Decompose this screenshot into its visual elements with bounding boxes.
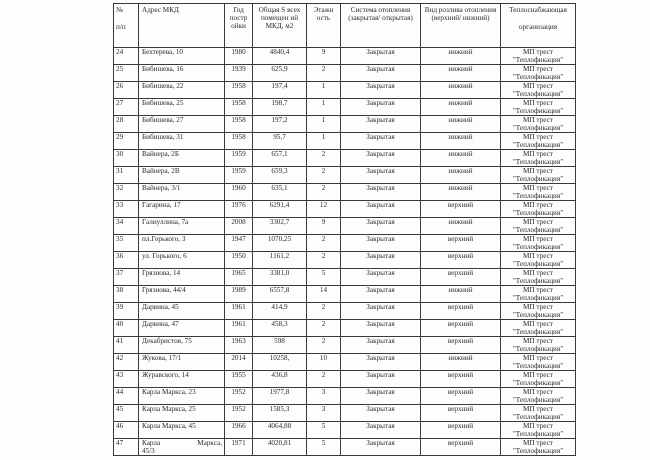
- cell-floors: 2: [307, 167, 341, 184]
- cell-area: 1161,2: [253, 252, 307, 269]
- cell-heat-supply-org: [501, 337, 576, 354]
- cell-year: 1961: [225, 303, 253, 320]
- cell-floors: 2: [307, 184, 341, 201]
- cell-year: 1958: [225, 82, 253, 99]
- cell-year: 1952: [225, 388, 253, 405]
- cell-area: 197,4: [253, 82, 307, 99]
- cell-number: 44: [114, 388, 139, 405]
- table-row: [114, 371, 576, 388]
- cell-org-line1: МП трест: [523, 422, 553, 430]
- cell-address: Дарвина, 47: [139, 320, 225, 337]
- cell-distribution-type: верхний: [421, 320, 501, 337]
- cell-floors: 1: [307, 99, 341, 116]
- cell-org-line1: МП трест: [523, 303, 553, 311]
- cell-address: [139, 439, 225, 456]
- cell-distribution-type: нижний: [421, 99, 501, 116]
- cell-heat-supply-org: [501, 218, 576, 235]
- cell-heating-system: Закрытая: [341, 354, 421, 371]
- cell-area: 3302,7: [253, 218, 307, 235]
- cell-year: 1963: [225, 337, 253, 354]
- cell-distribution-type: верхний: [421, 269, 501, 286]
- table-row: [114, 337, 576, 354]
- cell-area: 1977,8: [253, 388, 307, 405]
- cell-org-line1: МП трест: [523, 337, 553, 345]
- cell-heat-supply-org: [501, 286, 576, 303]
- cell-area: 1585,3: [253, 405, 307, 422]
- cell-area: 598: [253, 337, 307, 354]
- table-header-row: [114, 4, 576, 48]
- cell-floors: 2: [307, 252, 341, 269]
- cell-number: 29: [114, 133, 139, 150]
- cell-area: 414,9: [253, 303, 307, 320]
- cell-heating-system: Закрытая: [341, 422, 421, 439]
- cell-floors: 2: [307, 150, 341, 167]
- cell-heating-system: Закрытая: [341, 320, 421, 337]
- cell-distribution-type: нижний: [421, 48, 501, 65]
- cell-heating-system: Закрытая: [341, 303, 421, 320]
- cell-address: Карла Маркса, 23: [139, 388, 225, 405]
- cell-org-line2: "Теплофикация": [512, 430, 564, 438]
- header-address: Адрес МКД: [139, 4, 225, 48]
- cell-distribution-type: нижний: [421, 167, 501, 184]
- cell-heating-system: Закрытая: [341, 269, 421, 286]
- cell-number: 35: [114, 235, 139, 252]
- table-row: [114, 133, 576, 150]
- cell-distribution-type: верхний: [421, 235, 501, 252]
- cell-org-line2: "Теплофикация": [512, 277, 564, 285]
- cell-floors: 12: [307, 201, 341, 218]
- cell-address: Декабристов, 75: [139, 337, 225, 354]
- cell-org-line2: "Теплофикация": [512, 362, 564, 370]
- cell-year: 1958: [225, 133, 253, 150]
- cell-heat-supply-org: [501, 201, 576, 218]
- cell-year: 1950: [225, 252, 253, 269]
- cell-area: 10258,: [253, 354, 307, 371]
- cell-org-line2: "Теплофикация": [512, 243, 564, 251]
- cell-address: Жукова, 17/1: [139, 354, 225, 371]
- cell-number: 31: [114, 167, 139, 184]
- cell-floors: 2: [307, 371, 341, 388]
- cell-address-part: Маркса,: [197, 439, 222, 447]
- cell-number: 36: [114, 252, 139, 269]
- cell-org-line1: МП трест: [523, 405, 553, 413]
- header-area: Общая S всех помещен ий МКД, м2: [253, 4, 307, 48]
- table-row: [114, 235, 576, 252]
- cell-distribution-type: верхний: [421, 388, 501, 405]
- cell-address-part: Карла: [142, 439, 161, 447]
- cell-year: 1959: [225, 167, 253, 184]
- cell-heating-system: Закрытая: [341, 388, 421, 405]
- cell-heat-supply-org: [501, 65, 576, 82]
- cell-address: Грязнова, 14: [139, 269, 225, 286]
- header-number: [114, 4, 139, 48]
- cell-number: 34: [114, 218, 139, 235]
- cell-distribution-type: нижний: [421, 354, 501, 371]
- table-body: [114, 48, 576, 456]
- cell-year: 1966: [225, 422, 253, 439]
- cell-number: 33: [114, 201, 139, 218]
- cell-area: 4020,81: [253, 439, 307, 456]
- cell-floors: 1: [307, 116, 341, 133]
- cell-year: 1980: [225, 48, 253, 65]
- table-row: [114, 48, 576, 65]
- cell-address: Дарвина, 45: [139, 303, 225, 320]
- cell-year: 1976: [225, 201, 253, 218]
- cell-address: Вайнера, 2Б: [139, 150, 225, 167]
- cell-year: 1955: [225, 371, 253, 388]
- header-org-line2: организация: [518, 23, 558, 31]
- cell-floors: 1: [307, 82, 341, 99]
- cell-address: Бибишева, 31: [139, 133, 225, 150]
- cell-heat-supply-org: [501, 48, 576, 65]
- cell-area: 4064,88: [253, 422, 307, 439]
- cell-org-line1: МП трест: [523, 286, 553, 294]
- cell-heating-system: Закрытая: [341, 99, 421, 116]
- cell-heating-system: Закрытая: [341, 235, 421, 252]
- cell-area: 1070,25: [253, 235, 307, 252]
- header-year: Год постр ойки: [225, 4, 253, 48]
- header-heat-supply-org: [501, 4, 576, 48]
- cell-year: 2014: [225, 354, 253, 371]
- cell-distribution-type: нижний: [421, 150, 501, 167]
- cell-area: 657,1: [253, 150, 307, 167]
- header-org-line1: Теплоснабжающая: [509, 6, 567, 14]
- cell-area: 197,2: [253, 116, 307, 133]
- cell-heat-supply-org: [501, 269, 576, 286]
- cell-year: 1947: [225, 235, 253, 252]
- cell-area: 436,8: [253, 371, 307, 388]
- table-row: [114, 388, 576, 405]
- cell-org-line1: МП трест: [523, 218, 553, 226]
- cell-heating-system: Закрытая: [341, 201, 421, 218]
- table-row: [114, 65, 576, 82]
- cell-address: Вайнера, 2В: [139, 167, 225, 184]
- cell-area: 198,7: [253, 99, 307, 116]
- cell-org-line2: "Теплофикация": [512, 107, 564, 115]
- cell-org-line1: МП трест: [523, 439, 553, 447]
- cell-distribution-type: верхний: [421, 201, 501, 218]
- cell-org-line2: "Теплофикация": [512, 209, 564, 217]
- table-row: [114, 422, 576, 439]
- cell-number: 27: [114, 99, 139, 116]
- cell-org-line2: "Теплофикация": [512, 56, 564, 64]
- table-row: [114, 252, 576, 269]
- cell-area: 625,9: [253, 65, 307, 82]
- cell-heating-system: Закрытая: [341, 167, 421, 184]
- cell-heating-system: Закрытая: [341, 439, 421, 456]
- cell-floors: 14: [307, 286, 341, 303]
- cell-number: 25: [114, 65, 139, 82]
- cell-distribution-type: нижний: [421, 286, 501, 303]
- cell-address: Карла Маркса, 45: [139, 422, 225, 439]
- cell-heat-supply-org: [501, 116, 576, 133]
- cell-org-line1: МП трест: [523, 320, 553, 328]
- table-row: [114, 218, 576, 235]
- cell-org-line2: "Теплофикация": [512, 141, 564, 149]
- cell-heat-supply-org: [501, 99, 576, 116]
- cell-floors: 1: [307, 133, 341, 150]
- cell-org-line2: "Теплофикация": [512, 328, 564, 336]
- cell-floors: 5: [307, 422, 341, 439]
- cell-distribution-type: верхний: [421, 337, 501, 354]
- table-row: [114, 167, 576, 184]
- cell-org-line1: МП трест: [523, 150, 553, 158]
- cell-address: Карла Маркса, 25: [139, 405, 225, 422]
- cell-number: 24: [114, 48, 139, 65]
- cell-org-line1: МП трест: [523, 201, 553, 209]
- table-row: [114, 405, 576, 422]
- cell-area: 3381,0: [253, 269, 307, 286]
- cell-heat-supply-org: [501, 439, 576, 456]
- cell-area: 95,7: [253, 133, 307, 150]
- cell-org-line2: "Теплофикация": [512, 311, 564, 319]
- cell-heating-system: Закрытая: [341, 48, 421, 65]
- cell-org-line2: "Теплофикация": [512, 294, 564, 302]
- cell-number: 26: [114, 82, 139, 99]
- cell-heating-system: Закрытая: [341, 82, 421, 99]
- table-row: [114, 99, 576, 116]
- cell-org-line2: "Теплофикация": [512, 175, 564, 183]
- cell-year: 1965: [225, 269, 253, 286]
- cell-floors: 10: [307, 354, 341, 371]
- cell-org-line2: "Теплофикация": [512, 158, 564, 166]
- cell-org-line1: МП трест: [523, 184, 553, 192]
- cell-org-line2: "Теплофикация": [512, 192, 564, 200]
- cell-heat-supply-org: [501, 371, 576, 388]
- table-row: [114, 320, 576, 337]
- table-row: [114, 286, 576, 303]
- cell-heat-supply-org: [501, 320, 576, 337]
- cell-org-line1: МП трест: [523, 167, 553, 175]
- cell-org-line2: "Теплофикация": [512, 413, 564, 421]
- cell-org-line1: МП трест: [523, 116, 553, 124]
- cell-heating-system: Закрытая: [341, 65, 421, 82]
- cell-distribution-type: верхний: [421, 405, 501, 422]
- cell-org-line1: МП трест: [523, 48, 553, 56]
- cell-heating-system: Закрытая: [341, 286, 421, 303]
- cell-org-line1: МП трест: [523, 269, 553, 277]
- cell-distribution-type: нижний: [421, 65, 501, 82]
- cell-address: Бибишева, 27: [139, 116, 225, 133]
- cell-org-line1: МП трест: [523, 133, 553, 141]
- cell-org-line2: "Теплофикация": [512, 90, 564, 98]
- cell-heat-supply-org: [501, 354, 576, 371]
- cell-heat-supply-org: [501, 133, 576, 150]
- table-row: [114, 439, 576, 456]
- cell-org-line2: "Теплофикация": [512, 447, 564, 455]
- cell-year: 1961: [225, 320, 253, 337]
- cell-org-line1: МП трест: [523, 371, 553, 379]
- cell-area: 6557,8: [253, 286, 307, 303]
- cell-number: 40: [114, 320, 139, 337]
- cell-address: Бибишева, 22: [139, 82, 225, 99]
- cell-org-line1: МП трест: [523, 82, 553, 90]
- cell-org-line2: "Теплофикация": [512, 124, 564, 132]
- cell-heating-system: Закрытая: [341, 252, 421, 269]
- cell-number: 30: [114, 150, 139, 167]
- cell-number: 47: [114, 439, 139, 456]
- cell-heating-system: Закрытая: [341, 133, 421, 150]
- cell-year: 1958: [225, 116, 253, 133]
- cell-distribution-type: нижний: [421, 218, 501, 235]
- cell-org-line2: "Теплофикация": [512, 226, 564, 234]
- cell-year: 1989: [225, 286, 253, 303]
- cell-distribution-type: верхний: [421, 439, 501, 456]
- cell-org-line2: "Теплофикация": [512, 73, 564, 81]
- cell-distribution-type: нижний: [421, 116, 501, 133]
- table-row: [114, 303, 576, 320]
- cell-address: Галиуллина, 7а: [139, 218, 225, 235]
- cell-floors: 3: [307, 405, 341, 422]
- cell-floors: 2: [307, 235, 341, 252]
- cell-heat-supply-org: [501, 252, 576, 269]
- cell-area: 6291,4: [253, 201, 307, 218]
- cell-heating-system: Закрытая: [341, 116, 421, 133]
- cell-address: ул. Горького, 6: [139, 252, 225, 269]
- cell-year: 1952: [225, 405, 253, 422]
- cell-org-line1: МП трест: [523, 65, 553, 73]
- cell-area: 4840,4: [253, 48, 307, 65]
- cell-address: Бибишева, 25: [139, 99, 225, 116]
- cell-heat-supply-org: [501, 388, 576, 405]
- cell-number: 45: [114, 405, 139, 422]
- cell-year: 1960: [225, 184, 253, 201]
- cell-distribution-type: нижний: [421, 133, 501, 150]
- table-row: [114, 150, 576, 167]
- cell-address: Гагарина, 17: [139, 201, 225, 218]
- cell-number: 46: [114, 422, 139, 439]
- cell-heating-system: Закрытая: [341, 337, 421, 354]
- header-heating-system: Система отопления (закрытая/ открытая): [341, 4, 421, 48]
- cell-distribution-type: верхний: [421, 252, 501, 269]
- cell-heating-system: Закрытая: [341, 371, 421, 388]
- cell-heat-supply-org: [501, 303, 576, 320]
- cell-number: 43: [114, 371, 139, 388]
- cell-heat-supply-org: [501, 235, 576, 252]
- cell-distribution-type: нижний: [421, 184, 501, 201]
- cell-year: 2008: [225, 218, 253, 235]
- cell-floors: 2: [307, 303, 341, 320]
- cell-heat-supply-org: [501, 184, 576, 201]
- table-row: [114, 82, 576, 99]
- cell-floors: 9: [307, 218, 341, 235]
- cell-address: Бехтерева, 10: [139, 48, 225, 65]
- cell-address: Журавского, 14: [139, 371, 225, 388]
- cell-heat-supply-org: [501, 422, 576, 439]
- cell-floors: 2: [307, 320, 341, 337]
- cell-number: 42: [114, 354, 139, 371]
- cell-number: 37: [114, 269, 139, 286]
- cell-year: 1958: [225, 99, 253, 116]
- table-row: [114, 269, 576, 286]
- cell-heating-system: Закрытая: [341, 184, 421, 201]
- cell-heat-supply-org: [501, 167, 576, 184]
- cell-area: 659,3: [253, 167, 307, 184]
- cell-org-line1: МП трест: [523, 388, 553, 396]
- cell-floors: 5: [307, 269, 341, 286]
- cell-address-part: 45/3: [142, 447, 155, 455]
- cell-number: 41: [114, 337, 139, 354]
- cell-distribution-type: верхний: [421, 303, 501, 320]
- cell-floors: 9: [307, 48, 341, 65]
- cell-floors: 2: [307, 337, 341, 354]
- table-row: [114, 116, 576, 133]
- cell-distribution-type: верхний: [421, 422, 501, 439]
- cell-org-line1: МП трест: [523, 99, 553, 107]
- cell-heating-system: Закрытая: [341, 218, 421, 235]
- cell-number: 28: [114, 116, 139, 133]
- cell-year: 1939: [225, 65, 253, 82]
- cell-heat-supply-org: [501, 150, 576, 167]
- cell-org-line1: МП трест: [523, 235, 553, 243]
- cell-org-line1: МП трест: [523, 354, 553, 362]
- cell-heating-system: Закрытая: [341, 150, 421, 167]
- cell-floors: 3: [307, 388, 341, 405]
- cell-address: Грязнова, 44/4: [139, 286, 225, 303]
- cell-address: пл.Горького, 3: [139, 235, 225, 252]
- header-number-symbol: №: [116, 6, 123, 14]
- cell-heat-supply-org: [501, 82, 576, 99]
- cell-heating-system: Закрытая: [341, 405, 421, 422]
- cell-area: 458,3: [253, 320, 307, 337]
- cell-year: 1959: [225, 150, 253, 167]
- cell-number: 38: [114, 286, 139, 303]
- cell-org-line1: МП трест: [523, 252, 553, 260]
- cell-org-line2: "Теплофикация": [512, 379, 564, 387]
- apartment-buildings-table: [113, 3, 576, 456]
- cell-address: Бибишева, 16: [139, 65, 225, 82]
- table-row: [114, 354, 576, 371]
- cell-year: 1971: [225, 439, 253, 456]
- cell-number: 39: [114, 303, 139, 320]
- header-floors: Этажн ость: [307, 4, 341, 48]
- cell-number: 32: [114, 184, 139, 201]
- cell-floors: 5: [307, 439, 341, 456]
- header-distribution-type: Вид розлива отопления (верхний/ нижний): [421, 4, 501, 48]
- cell-heat-supply-org: [501, 405, 576, 422]
- header-number-abbr: п/п: [116, 23, 126, 31]
- table-row: [114, 201, 576, 218]
- cell-org-line2: "Теплофикация": [512, 260, 564, 268]
- cell-floors: 2: [307, 65, 341, 82]
- cell-area: 635,1: [253, 184, 307, 201]
- cell-distribution-type: нижний: [421, 82, 501, 99]
- cell-org-line2: "Теплофикация": [512, 345, 564, 353]
- cell-distribution-type: верхний: [421, 371, 501, 388]
- cell-org-line2: "Теплофикация": [512, 396, 564, 404]
- table-row: [114, 184, 576, 201]
- cell-address: Вайнера, 3/1: [139, 184, 225, 201]
